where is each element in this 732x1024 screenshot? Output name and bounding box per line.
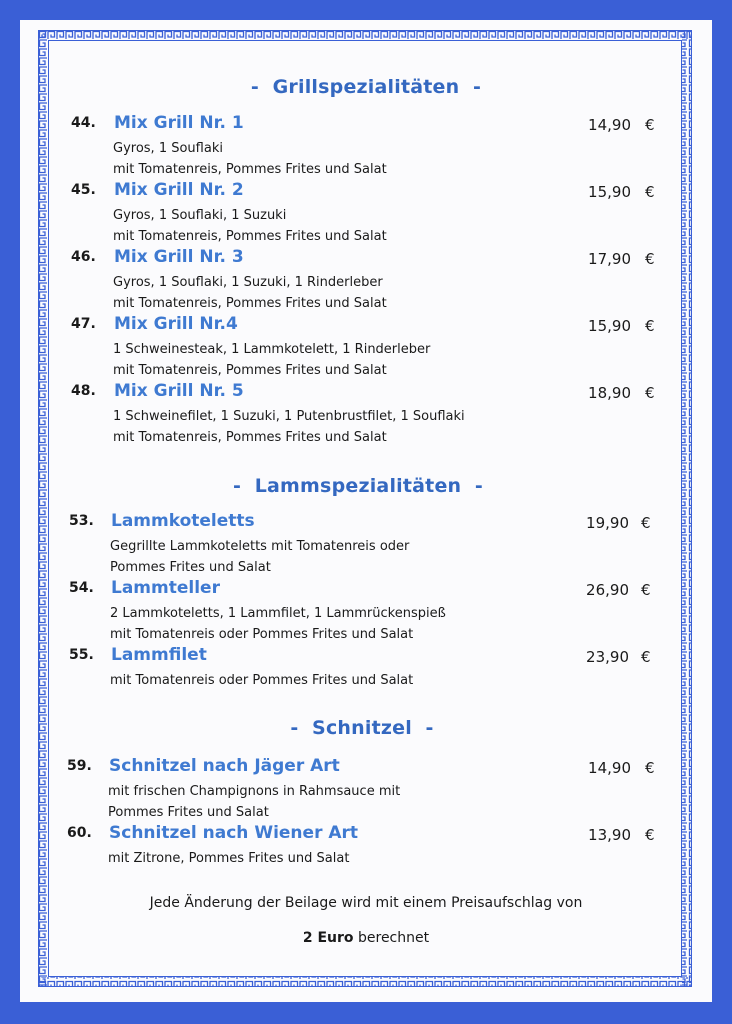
- item-name: Schnitzel nach Wiener Art: [109, 823, 359, 843]
- currency-symbol: €: [645, 116, 655, 134]
- description-line: Gegrillte Lammkoteletts mit Tomatenreis oder: [110, 539, 410, 554]
- section-title: - Grillspezialitäten -: [250, 76, 482, 98]
- item-number: 53.: [69, 513, 94, 529]
- footer-note-rest: berechnet: [353, 930, 430, 946]
- item-number: 59.: [67, 758, 92, 774]
- item-price: 23,90: [586, 648, 629, 666]
- item-price: 15,90: [588, 317, 631, 335]
- item-name: Lammkoteletts: [111, 511, 255, 531]
- currency-symbol: €: [645, 317, 655, 335]
- description-line: mit Tomatenreis, Pommes Frites und Salat: [113, 229, 387, 244]
- item-description: [113, 138, 387, 180]
- item-name: Mix Grill Nr. 3: [114, 247, 244, 267]
- currency-symbol: €: [641, 648, 651, 666]
- description-line: mit Tomatenreis, Pommes Frites und Salat: [113, 296, 387, 311]
- item-name: Mix Grill Nr. 2: [114, 180, 244, 200]
- item-name: Mix Grill Nr. 5: [114, 381, 244, 401]
- description-line: Pommes Frites und Salat: [108, 805, 269, 820]
- item-name: Mix Grill Nr. 1: [114, 113, 244, 133]
- description-line: mit Tomatenreis, Pommes Frites und Salat: [113, 162, 387, 177]
- currency-symbol: €: [641, 581, 651, 599]
- item-price: 14,90: [588, 116, 631, 134]
- item-name: Lammfilet: [111, 645, 207, 665]
- item-description: [110, 603, 446, 645]
- item-price: 18,90: [588, 384, 631, 402]
- item-price: 14,90: [588, 759, 631, 777]
- currency-symbol: €: [645, 826, 655, 844]
- currency-symbol: €: [645, 183, 655, 201]
- footer-note-line1: Jede Änderung der Beilage wird mit einem Preisaufschlag von: [149, 895, 583, 911]
- footer-surcharge-amount: 2 Euro: [302, 930, 354, 946]
- description-line: Gyros, 1 Souflaki: [113, 141, 223, 156]
- section-title: - Lammspezialitäten -: [233, 475, 483, 497]
- currency-symbol: €: [645, 759, 655, 777]
- description-line: Gyros, 1 Souflaki, 1 Suzuki, 1 Rinderleber: [113, 275, 383, 290]
- item-price: 17,90: [588, 250, 631, 268]
- currency-symbol: €: [645, 250, 655, 268]
- description-line: mit Tomatenreis oder Pommes Frites und Salat: [110, 627, 414, 642]
- description-line: mit Tomatenreis, Pommes Frites und Salat: [113, 430, 387, 445]
- item-description: [108, 781, 400, 823]
- currency-symbol: €: [645, 384, 655, 402]
- description-line: 1 Schweinesteak, 1 Lammkotelett, 1 Rinderleber: [113, 342, 431, 357]
- item-name: Mix Grill Nr.4: [114, 314, 238, 334]
- item-name: Schnitzel nach Jäger Art: [109, 756, 340, 776]
- description-line: mit frischen Champignons in Rahmsauce mit: [108, 784, 401, 799]
- item-number: 47.: [71, 316, 96, 332]
- item-price: 13,90: [588, 826, 631, 844]
- item-description: [113, 205, 387, 247]
- currency-symbol: €: [641, 514, 651, 532]
- item-number: 48.: [71, 383, 96, 399]
- item-description: [108, 848, 349, 869]
- item-description: [110, 670, 413, 691]
- description-line: mit Zitrone, Pommes Frites und Salat: [108, 851, 350, 866]
- menu-page: [20, 20, 712, 1002]
- description-line: mit Tomatenreis oder Pommes Frites und Salat: [110, 673, 414, 688]
- item-number: 55.: [69, 647, 94, 663]
- footer-note-line2: [20, 930, 712, 946]
- description-line: Pommes Frites und Salat: [110, 560, 271, 575]
- item-number: 60.: [67, 825, 92, 841]
- item-number: 54.: [69, 580, 94, 596]
- description-line: mit Tomatenreis, Pommes Frites und Salat: [113, 363, 387, 378]
- item-price: 15,90: [588, 183, 631, 201]
- section-title: - Schnitzel -: [290, 717, 434, 739]
- item-number: 45.: [71, 182, 96, 198]
- item-number: 46.: [71, 249, 96, 265]
- item-description: [113, 406, 465, 448]
- item-price: 26,90: [586, 581, 629, 599]
- description-line: 2 Lammkoteletts, 1 Lammfilet, 1 Lammrückenspieß: [110, 606, 446, 621]
- item-price: 19,90: [586, 514, 629, 532]
- item-number: 44.: [71, 115, 96, 131]
- description-line: Gyros, 1 Souflaki, 1 Suzuki: [113, 208, 287, 223]
- description-line: 1 Schweinefilet, 1 Suzuki, 1 Putenbrustfilet, 1 Souflaki: [113, 409, 465, 424]
- item-name: Lammteller: [111, 578, 220, 598]
- item-description: [113, 272, 387, 314]
- item-description: [113, 339, 430, 381]
- item-description: [110, 536, 409, 578]
